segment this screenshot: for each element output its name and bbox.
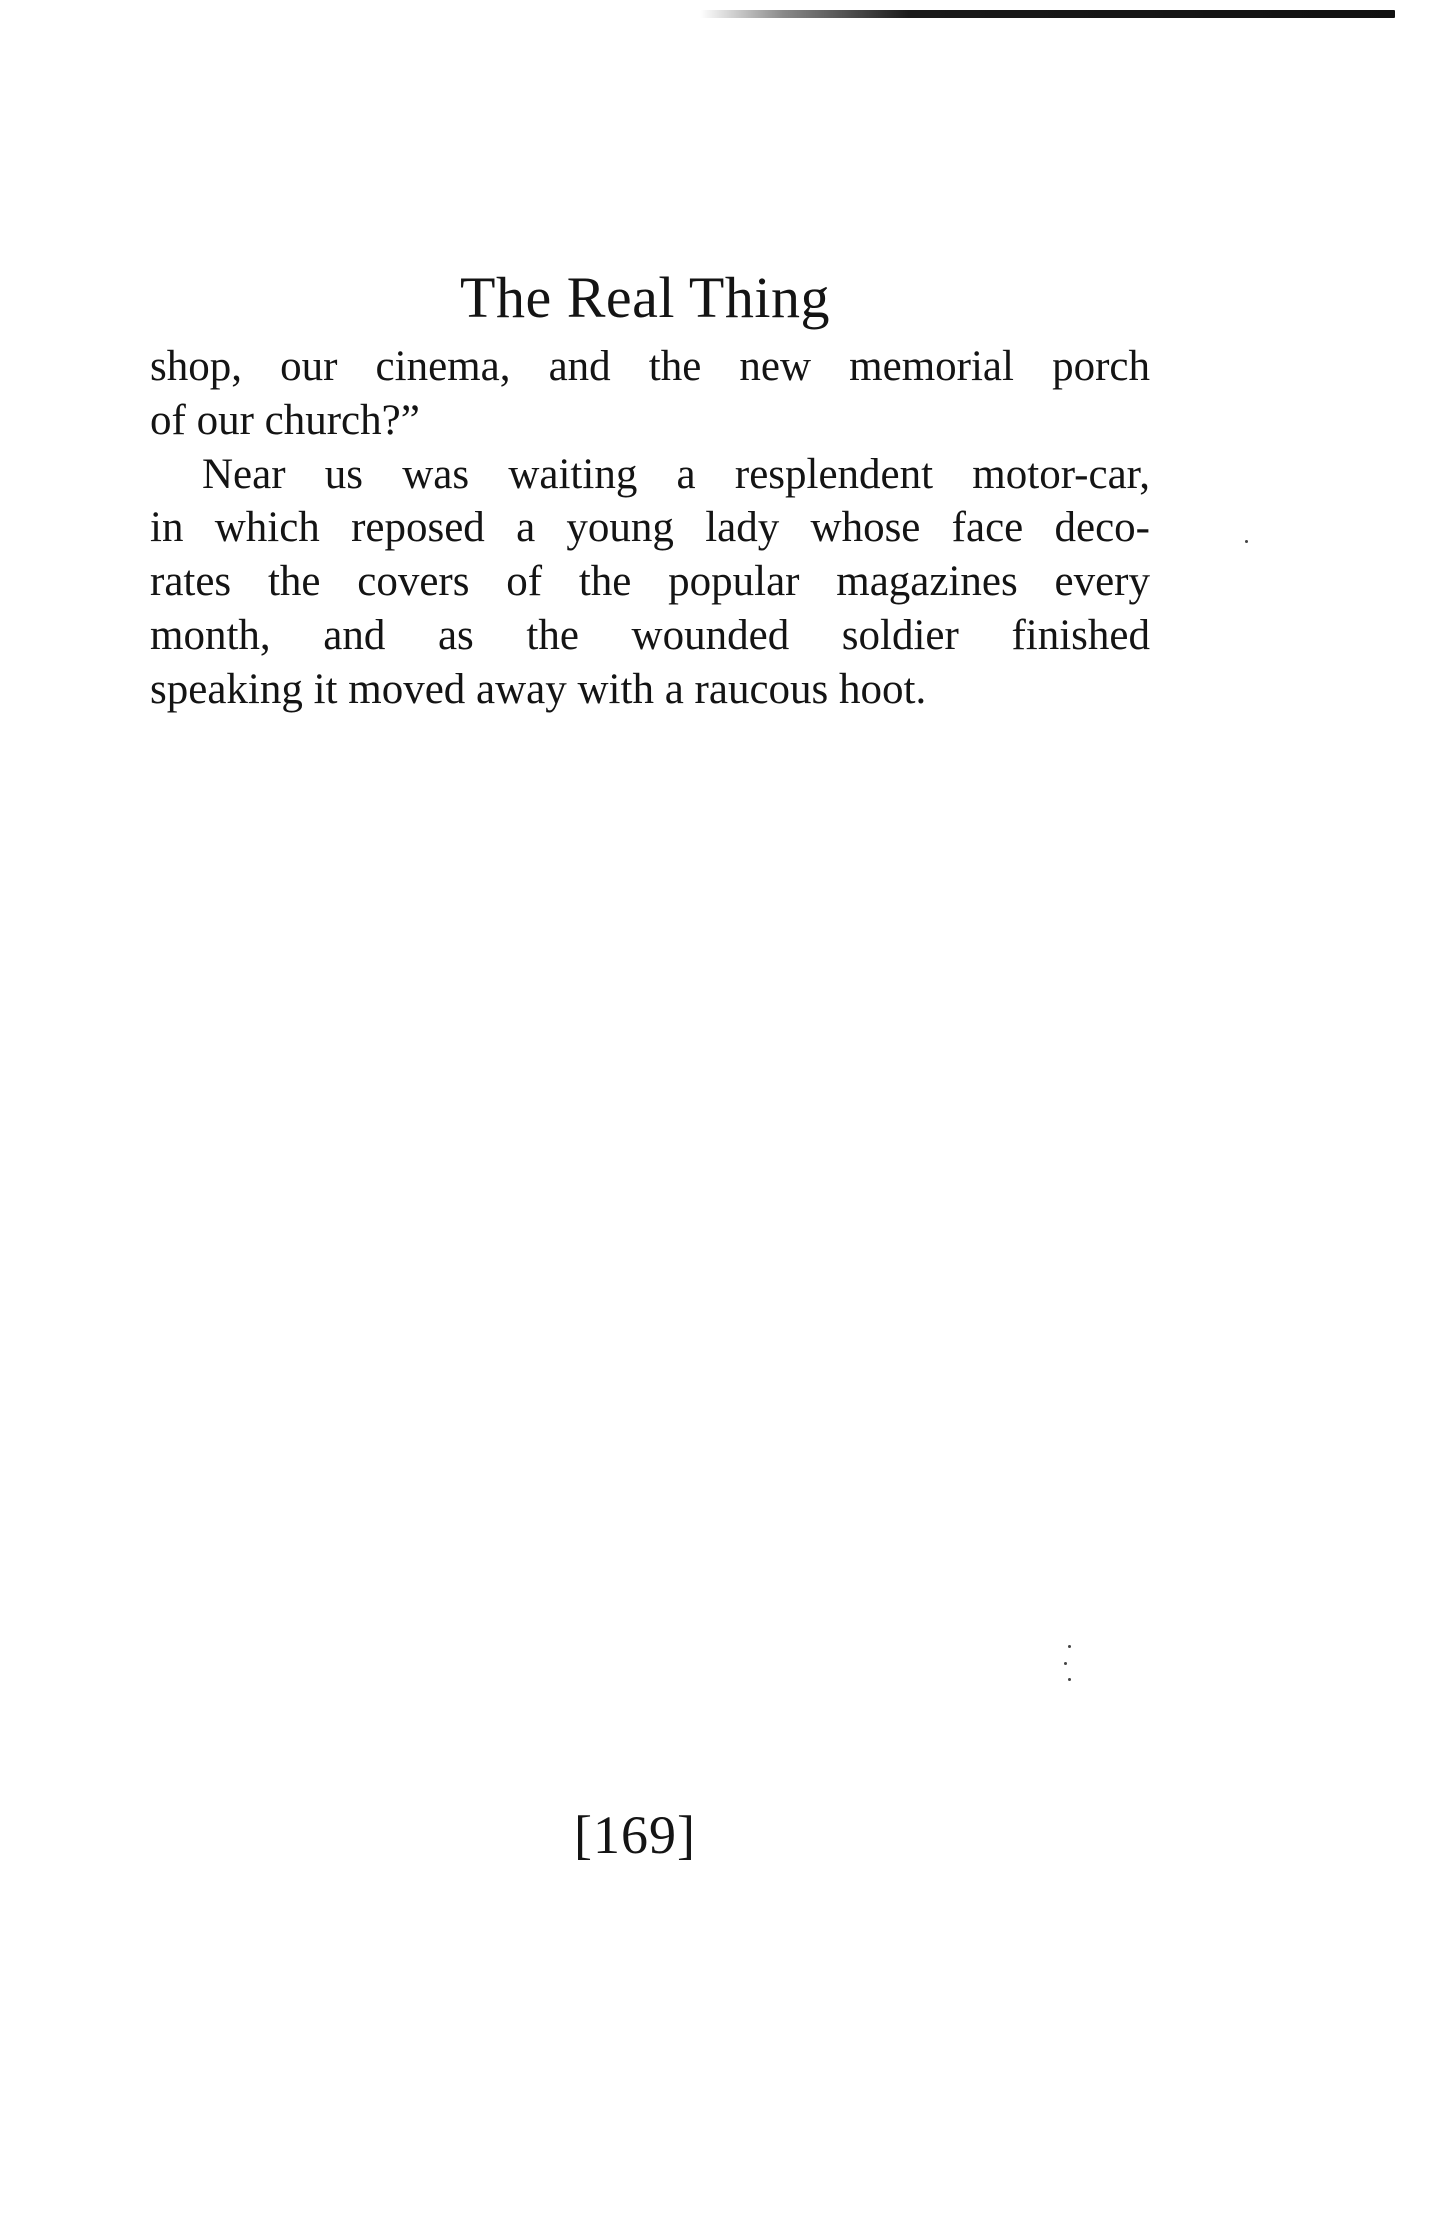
paper-speck	[1064, 1662, 1067, 1665]
body-text	[150, 340, 1150, 717]
paper-speck	[1245, 540, 1248, 543]
text-line: month, and as the wounded soldier finished	[150, 611, 1150, 659]
paper-speck	[1068, 1645, 1071, 1648]
text-line: of our church?”	[150, 396, 420, 444]
text-line: rates the covers of the popular magazines every	[150, 558, 1150, 606]
page-number: [169]	[574, 1805, 696, 1865]
text-line: shop, our cinema, and the new memorial porch	[150, 343, 1150, 390]
text-line: in which reposed a young lady whose face deco-	[150, 504, 1150, 552]
paper-speck	[1068, 1678, 1071, 1681]
text-line: Near us was waiting a resplendent motor-car,	[202, 450, 1150, 498]
text-line: speaking it moved away with a raucous hoot.	[150, 665, 927, 713]
running-head: The Real Thing	[460, 265, 830, 330]
top-edge-rule	[700, 10, 1395, 18]
